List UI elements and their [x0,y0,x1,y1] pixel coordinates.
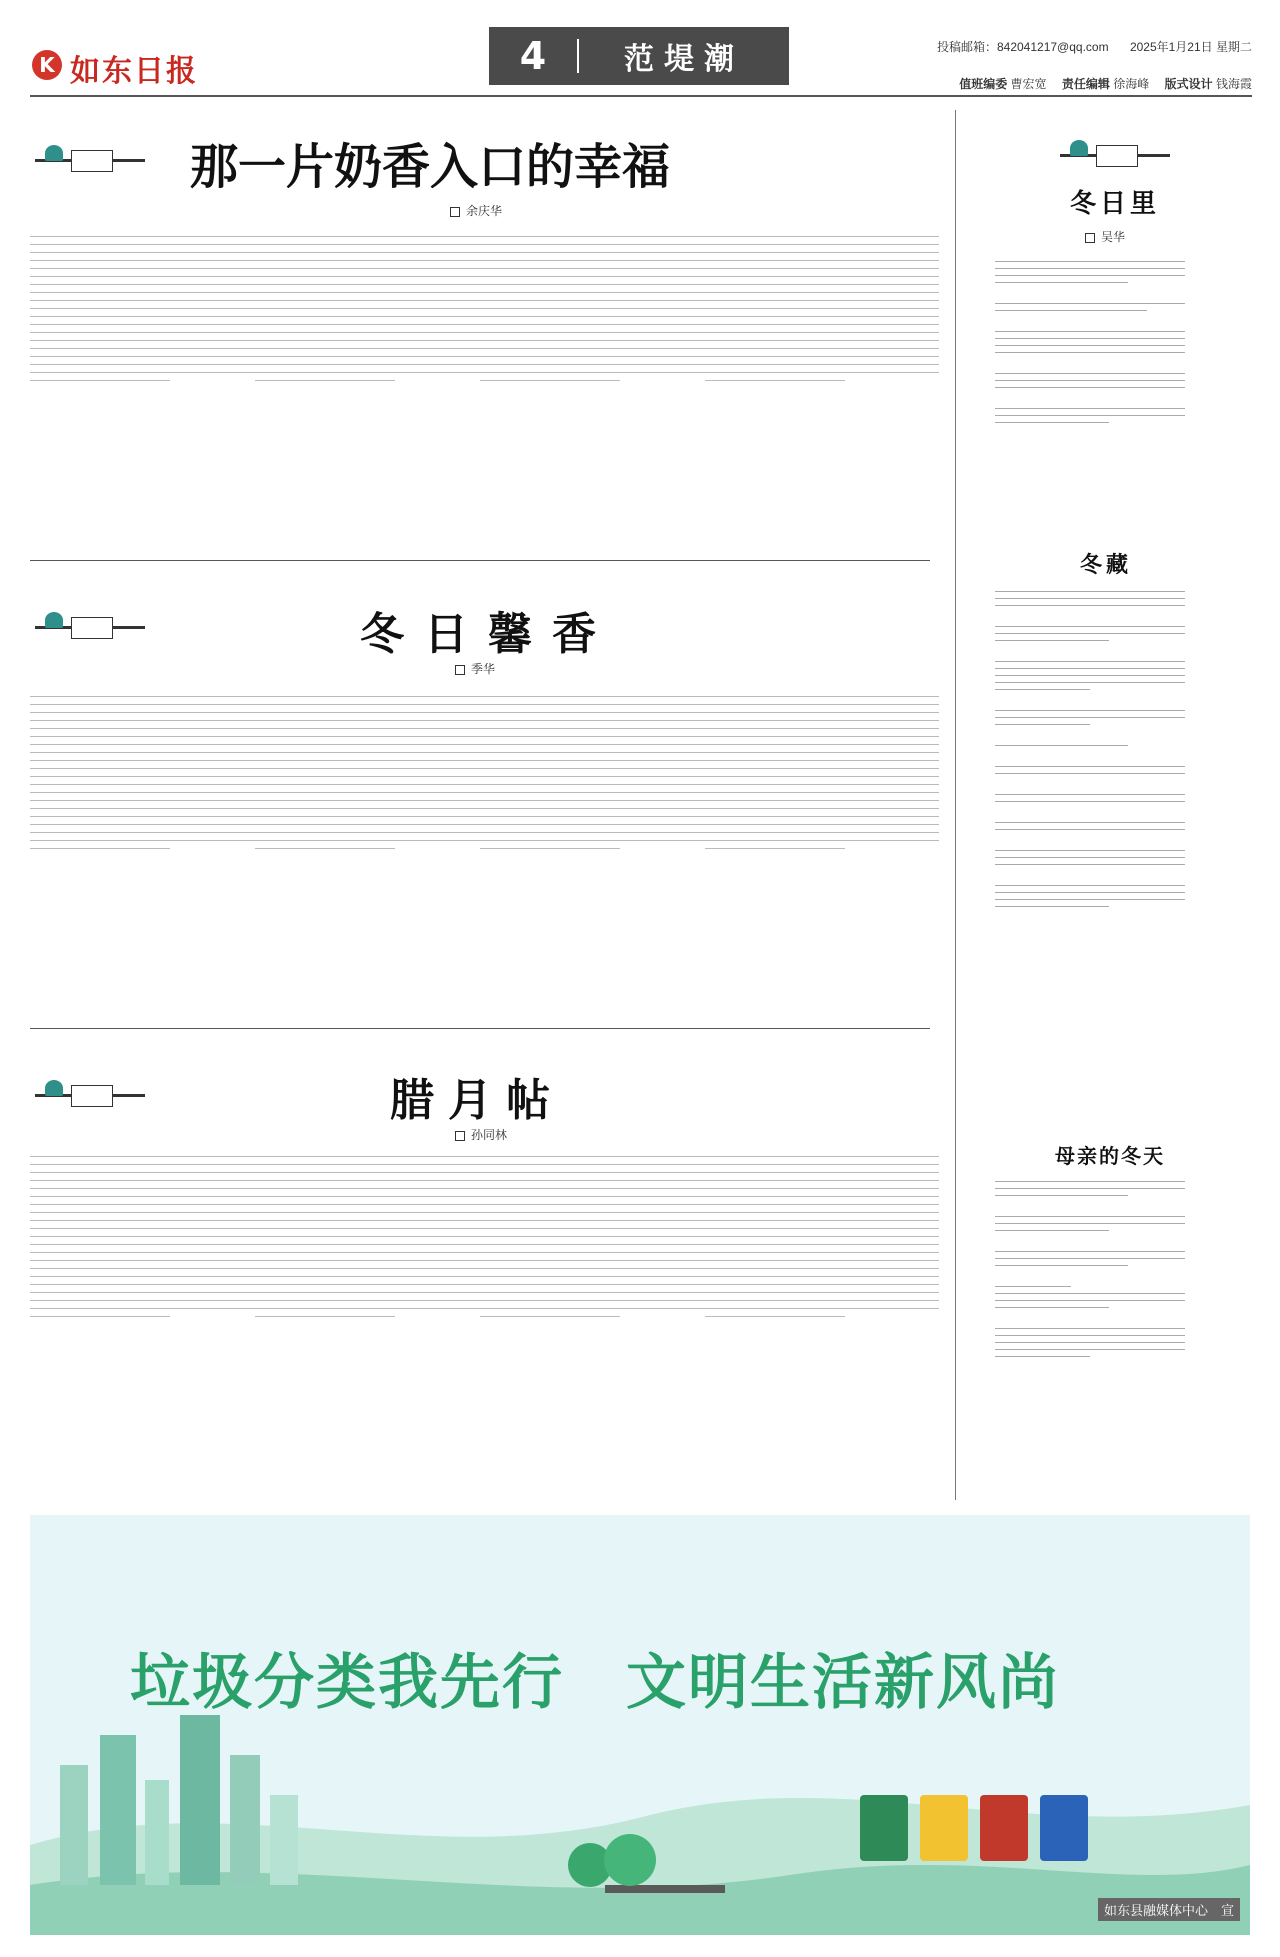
editor-role: 责任编辑 [1061,77,1110,91]
poem-section-1 [995,255,1185,429]
logo-icon: K [32,50,62,80]
editor-role: 值班编委 [959,77,1008,91]
article-1-column [255,230,489,388]
article-divider [30,560,930,561]
newspaper-logo: 如东日报 [70,54,198,89]
poem-section-3 [995,1175,1185,1363]
article-2-column [480,690,714,856]
article-2-title: 冬日馨香 [360,609,616,660]
article-1-column [480,230,714,388]
recycle-bin-red-icon [980,1795,1028,1861]
poem-section-title: 母亲的冬天 [1055,1144,1165,1168]
editor-name: 徐海峰 [1113,77,1150,91]
page-header-badge [489,27,789,85]
article-3-column [480,1150,714,1324]
section-icon-decoration [35,1080,145,1110]
banner-illustration [30,1515,1250,1935]
editor-credits [947,75,1252,92]
article-3-column [255,1150,489,1324]
article-1-byline: 余庆华 [450,202,502,219]
article-3-body [30,1150,930,1500]
masthead-meta [919,38,1252,55]
poem-section-2 [995,585,1185,913]
article-2-body [30,690,930,1010]
section-icon-decoration [1060,140,1170,170]
page-number: 4 [519,34,547,78]
article-2-byline: 季华 [455,660,495,677]
masthead-rule [30,95,1252,97]
article-1-title: 那一片奶香入口的幸福 [190,139,671,195]
article-2-column [255,690,489,856]
article-2-column [30,690,264,856]
contribution-email: 投稿邮箱：842041217@qq.com [936,40,1109,54]
article-divider [30,1028,930,1029]
public-service-banner [30,1515,1250,1935]
recycle-bin-yellow-icon [920,1795,968,1861]
poem-byline: 吴华 [1085,228,1125,245]
article-1-body [30,230,930,530]
article-3-column [705,1150,939,1324]
article-1-column [705,230,939,388]
poem-section-title: 冬藏 [1080,552,1133,578]
article-3-title: 腊月帖 [390,1075,564,1126]
article-1-column [30,230,264,388]
banner-credit: 如东县融媒体中心 宣 [1098,1898,1240,1921]
issue-date: 2025年1月21日 星期二 [1129,40,1252,54]
poem-main-title: 冬日里 [1070,189,1161,219]
editor-name: 曹宏宽 [1010,77,1047,91]
page-section-title: 范堤潮 [624,42,744,77]
recycle-bin-green-icon [860,1795,908,1861]
editor-name: 钱海霞 [1215,77,1252,91]
section-icon-decoration [35,145,145,175]
poem-column-divider [955,110,956,1500]
article-3-byline: 孙同林 [455,1126,507,1143]
editor-role: 版式设计 [1164,77,1213,91]
section-icon-decoration [35,612,145,642]
banner-slogan: 垃圾分类我先行 文明生活新风尚 [130,1648,1060,1718]
article-2-column [705,690,939,856]
article-3-column [30,1150,264,1324]
recycle-bin-blue-icon [1040,1795,1088,1861]
